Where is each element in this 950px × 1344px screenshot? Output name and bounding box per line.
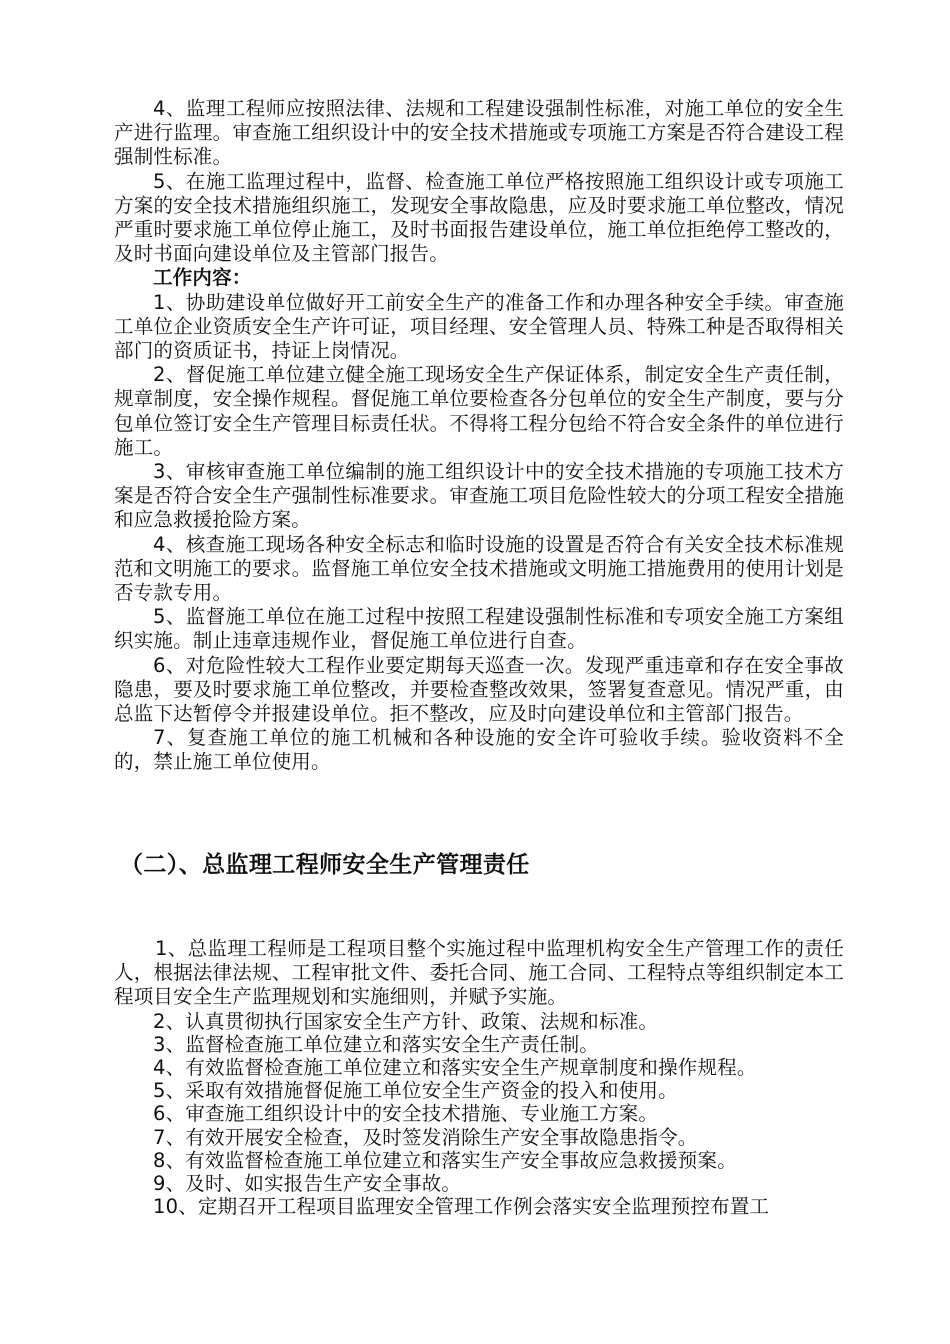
chief-duty-item-4: 4、有效监督检查施工单位建立和落实安全生产规章制度和操作规程。 xyxy=(153,1056,757,1080)
chief-duty-item-3: 3、监督检查施工单位建立和落实安全生产责任制。 xyxy=(153,1032,600,1056)
work-item-1: 1、协助建设单位做好开工前安全生产的准备工作和办理各种安全手续。审查施工单位企业资质安全生产许可证，项目经理、安全管理人员、特殊工种是否取得相关部门的资质证书，持证上岗情况。 xyxy=(114,290,844,363)
chief-duty-item-8: 8、有效监督检查施工单位建立和落实生产安全事故应急救援预案。 xyxy=(153,1148,737,1172)
chief-duty-item-7: 7、有效开展安全检查，及时签发消除生产安全事故隐患指令。 xyxy=(153,1125,698,1149)
work-item-4: 4、核查施工现场各种安全标志和临时设施的设置是否符合有关安全技术标准规范和文明施工的要求。监督施工单位安全技术措施或文明施工措施费用的使用计划是否专款专用。 xyxy=(114,532,844,605)
duty-paragraph-5: 5、在施工监理过程中，监督、检查施工单位严格按照施工组织设计或专项施工方案的安全技术措施组织施工，发现安全事故隐患，应及时要求施工单位整改，情况严重时要求施工单位停止施工，及时书面报告建设单位，施工单位拒绝停工整改的，及时书面向建设单位及主管部门报告。 xyxy=(114,169,844,266)
section-heading-chief-supervisor: （二）、总监理工程师安全生产管理责任 xyxy=(120,852,530,878)
work-item-3: 3、审核审查施工单位编制的施工组织设计中的安全技术措施的专项施工技术方案是否符合安全生产强制性标准要求。审查施工项目危险性较大的分项工程安全措施和应急救援抢险方案。 xyxy=(114,460,844,532)
work-item-2: 2、督促施工单位建立健全施工现场安全生产保证体系，制定安全生产责任制，规章制度，安全操作规程。督促施工单位要检查各分包单位的安全生产制度，要与分包单位签订安全生产管理目标责任状。不得将工程分包给不符合安全条件的单位进行施工。 xyxy=(114,363,844,459)
chief-duty-item-5: 5、采取有效措施督促施工单位安全生产资金的投入和使用。 xyxy=(153,1079,678,1103)
work-item-5: 5、监督施工单位在施工过程中按照工程建设强制性标准和专项安全施工方案组织实施。制止违章违规作业，督促施工单位进行自查。 xyxy=(114,605,844,653)
duty-paragraph-4: 4、监理工程师应按照法律、法规和工程建设强制性标准，对施工单位的安全生产进行监理。审查施工组织设计中的安全技术措施或专项施工方案是否符合建设工程强制性标准。 xyxy=(114,97,844,169)
work-content-heading: 工作内容： xyxy=(153,266,252,290)
chief-duty-item-10: 10、定期召开工程项目监理安全管理工作例会落实安全监理预控布置工 xyxy=(153,1195,770,1219)
chief-duty-item-6: 6、审查施工组织设计中的安全技术措施、专业施工方案。 xyxy=(153,1102,659,1126)
chief-duty-item-2: 2、认真贯彻执行国家安全生产方针、政策、法规和标准。 xyxy=(153,1009,659,1033)
supervisor-duties-section xyxy=(114,97,844,775)
chief-duty-item-9: 9、及时、如实报告生产安全事故。 xyxy=(153,1172,462,1196)
work-item-7: 7、复查施工单位的施工机械和各种设施的安全许可验收手续。验收资料不全的，禁止施工单位使用。 xyxy=(114,726,844,774)
chief-supervisor-duties-section xyxy=(114,937,844,1218)
work-item-6: 6、对危险性较大工程作业要定期每天巡查一次。发现严重违章和存在安全事故隐患，要及时要求施工单位整改，并要检查整改效果，签署复查意见。情况严重，由总监下达暂停令并报建设单位。拒不整改，应及时向建设单位和主管部门报告。 xyxy=(114,653,844,726)
chief-duty-item-1: 1、总监理工程师是工程项目整个实施过程中监理机构安全生产管理工作的责任人，根据法律法规、工程审批文件、委托合同、施工合同、工程特点等组织制定本工程项目安全生产监理规划和实施细则，并赋予实施。 xyxy=(114,937,844,1009)
